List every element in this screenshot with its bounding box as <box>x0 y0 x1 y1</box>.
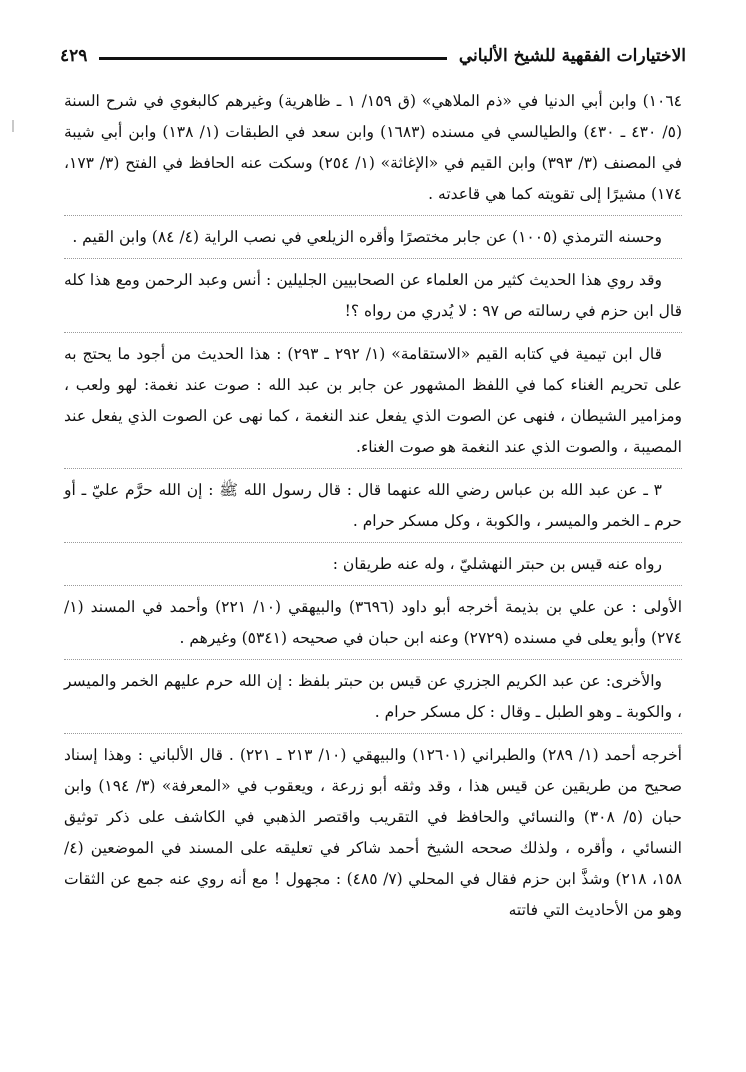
paragraph-second-route: والأخرى: عن عبد الكريم الجزري عن قيس بن حبتر بلفظ : إن الله حرم عليهم الخمر والميسر ، والكوبة ـ وهو الطبل ـ وقال : كل مسكر حرام . <box>64 672 682 721</box>
paragraph-takhrij-continued: ١٠٦٤) وابن أبي الدنيا في «ذم الملاهي» (ق ١٥٩/ ١ ـ ظاهرية) وغيرهم كالبغوي في شرح السنة (٥/ ٤٣٠ ـ ٤٣٠) والطيالسي في مسنده (١٦٨٣) وابن سعد في الطبقات (١/ ١٣٨) وابن أبي شيبة في المصنف (٣/ ٣٩٣) وابن القيم في «الإغاثة» (١/ ٢٥٤) وسكت عنه الحافظ في الفتح (٣/ ١٧٣، ١٧٤) مشيرًا إلى تقويته كما هي قاعدته . <box>64 92 683 203</box>
paragraph-separator <box>64 332 682 333</box>
paragraph-separator <box>64 733 682 734</box>
paragraph-two-routes: رواه عنه قيس بن حبتر النهشليّ ، وله عنه طريقان : <box>332 555 662 573</box>
running-header <box>60 36 686 76</box>
paragraph-albani-grading: أخرجه أحمد (١/ ٢٨٩) والطبراني (١٢٦٠١) والبيهقي (١٠/ ٢١٣ ـ ٢٢١) . قال الألباني : وهذا إسناد صحيح من طريقين عن قيس هذا ، وقد وثقه أبو زرعة ، ويعقوب في «المعرفة» (٣/ ١٩٤) وابن حبان (٥/ ٣٠٨) والنسائي والحافظ في التقريب واقتصر الذهبي في الكاشف على ذكر توثيق النسائي ، وأقره ، ولذلك صححه الشيخ أحمد شاكر في تعليقه على المسند في الموضعين (٤/ ١٥٨، ٢١٨) وشذَّ ابن حزم فقال في المحلي (٧/ ٤٨٥) : مجهول ! مع أنه روي عنه جمع عن الثقات وهو من الأحاديث التي فاتته <box>64 746 683 919</box>
paragraph-separator <box>64 468 682 469</box>
header-rule <box>99 57 446 60</box>
paragraph-separator <box>64 542 682 543</box>
paragraph-separator <box>64 585 682 586</box>
scan-margin-mark <box>12 120 14 132</box>
running-title: الاختيارات الفقهية للشيخ الألباني <box>458 46 686 66</box>
page-number: ٤٢٩ <box>60 46 88 66</box>
paragraph-ibn-hazm: وقد روي هذا الحديث كثير من العلماء عن الصحابيين الجليلين : أنس وعبد الرحمن ومع هذا كله قال ابن حزم في رسالته ص ٩٧ : لا يُدري من رواه ؟! <box>64 271 682 320</box>
paragraph-tirmidhi: وحسنه الترمذي (١٠٠٥) عن جابر مختصرًا وأقره الزيلعي في نصب الراية (٤/ ٨٤) وابن القيم . <box>72 228 662 246</box>
paragraph-separator <box>64 659 682 660</box>
paragraph-hadith-ibn-abbas: ٣ ـ عن عبد الله بن عباس رضي الله عنهما قال : قال رسول الله ﷺ : إن الله حرَّم عليّ ـ أو حرم ـ الخمر والميسر ، والكوبة ، وكل مسكر حرام . <box>64 481 682 530</box>
paragraph-first-route: الأولى : عن علي بن بذيمة أخرجه أبو داود (٣٦٩٦) والبيهقي (١٠/ ٢٢١) وأحمد في المسند (١/ ٢٧٤) وأبو يعلى في مسنده (٢٧٢٩) وعنه ابن حبان في صحيحه (٥٣٤١) وغيرهم . <box>64 598 683 647</box>
page-body <box>64 86 682 926</box>
paragraph-separator <box>64 258 682 259</box>
paragraph-separator <box>64 215 682 216</box>
paragraph-ibn-taymiyyah: قال ابن تيمية في كتابه القيم «الاستقامة» (١/ ٢٩٢ ـ ٢٩٣) : هذا الحديث من أجود ما يحتج به على تحريم الغناء كما في اللفظ المشهور عن جابر بن عبد الله : صوت عند نغمة: لهو ولعب ، ومزامير الشيطان ، فنهى عن الصوت الذي يفعل عند النغمة ، كما نهى عن الصوت الذي يفعل عند المصيبة ، والصوت الذي عند النغمة هو صوت الغناء. <box>64 345 682 456</box>
